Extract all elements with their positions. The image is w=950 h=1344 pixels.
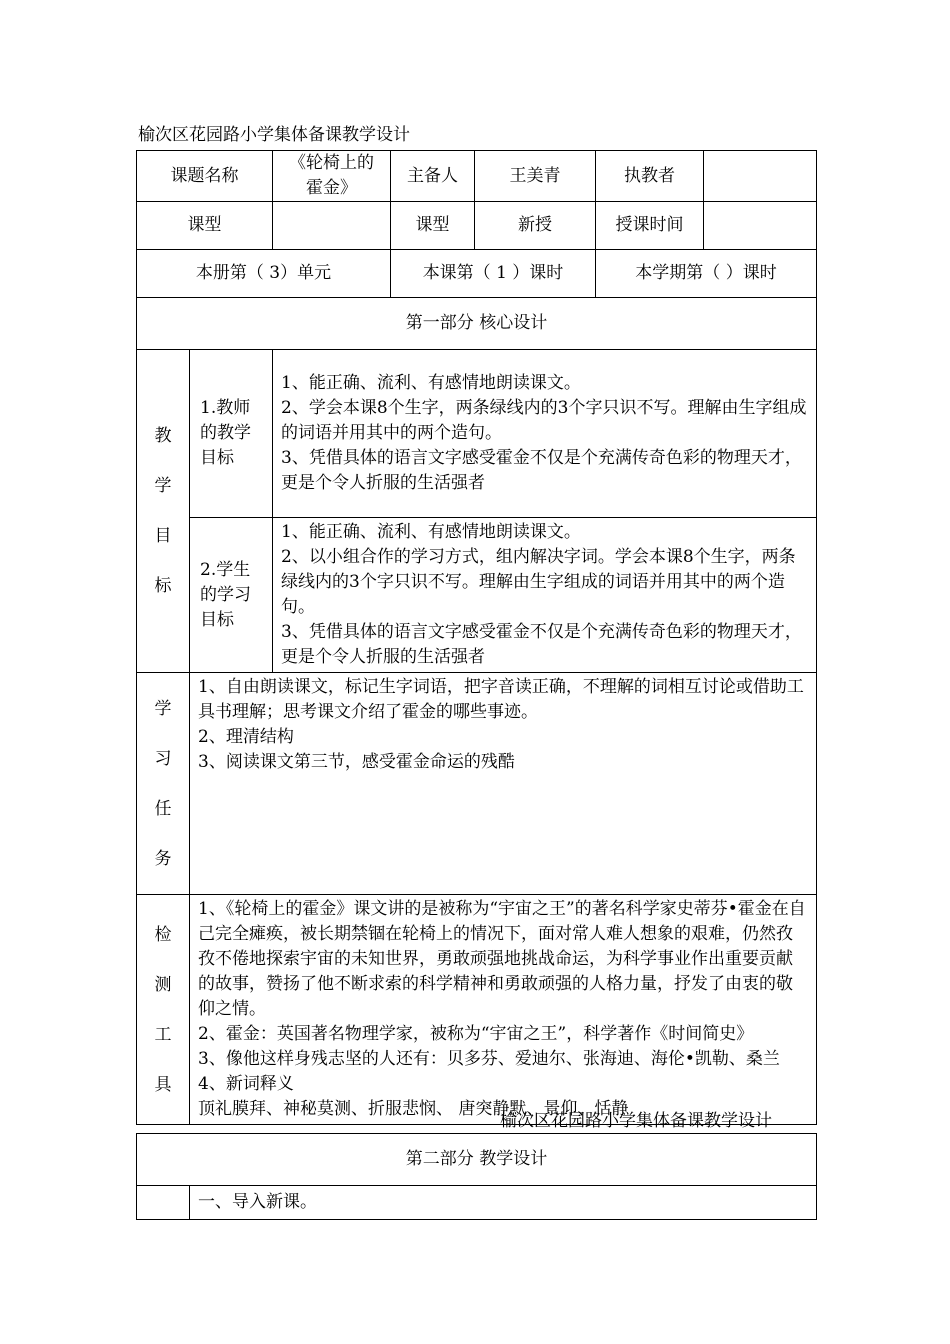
list-item: 1、能正确、流利、有感情地朗读课文。 — [281, 373, 581, 393]
topic-label: 课题名称 — [137, 151, 273, 202]
teacher-objectives-label: 1.教师的教学目标 — [190, 350, 273, 518]
student-objectives-list — [273, 518, 817, 673]
objectives-teacher-row — [137, 350, 817, 518]
type2-label: 课型 — [391, 202, 475, 250]
tools-list — [190, 895, 817, 1125]
list-item: 3、凭借具体的语言文字感受霍金不仅是个充满传奇色彩的物理天才，更是个令人折服的生活强者 — [281, 622, 802, 667]
time-label: 授课时间 — [596, 202, 704, 250]
list-item: 4、新词释义 — [198, 1074, 294, 1094]
part2-item-row — [137, 1186, 817, 1220]
topic-value: 《轮椅上的霍金》 — [273, 151, 391, 202]
list-item: 2、学会本课8个生字，两条绿线内的3个字只识不写。理解由生字组成的词语并用其中的两个造句。 — [281, 398, 807, 443]
term-text: 本学期第（ ）课时 — [596, 250, 817, 298]
list-item: 1、《轮椅上的霍金》课文讲的是被称为“宇宙之王”的著名科学家史蒂芬•霍金在自己完全瘫痪，被长期禁锢在轮椅上的情况下，面对常人难人想象的艰难，仍然孜孜不倦地探索宇宙的未知世界，勇敢顽强地挑战命运，为科学事业作出重要贡献的故事，赞扬了他不断求索的科学精神和勇敢顽强的人格力量，抒发了由衷的敬仰之情。 — [198, 899, 806, 1019]
tasks-section-label: 学 习 任 务 — [137, 673, 190, 895]
time-value — [704, 202, 817, 250]
part2-heading: 第二部分 教学设计 — [137, 1134, 817, 1186]
type2-value: 新授 — [475, 202, 596, 250]
unit-text: 本册第（ 3）单元 — [137, 250, 391, 298]
part1-row — [137, 298, 817, 350]
lesson-plan-table — [136, 150, 817, 1125]
list-item: 2、霍金：英国著名物理学家，被称为“宇宙之王”，科学著作《时间简史》 — [198, 1024, 754, 1044]
type-label: 课型 — [137, 202, 273, 250]
part2-empty-cell — [137, 1186, 190, 1220]
document-title-repeat: 榆次区花园路小学集体备课教学设计 — [500, 1111, 772, 1131]
lead-label: 主备人 — [391, 151, 475, 202]
teaching-design-table — [136, 1133, 817, 1220]
tasks-row — [137, 673, 817, 895]
list-item: 3、凭借具体的语言文字感受霍金不仅是个充满传奇色彩的物理天才，更是个令人折服的生活强者 — [281, 448, 802, 493]
tools-row — [137, 895, 817, 1125]
part2-row — [137, 1134, 817, 1186]
part1-heading: 第一部分 核心设计 — [137, 298, 817, 350]
info-row-2 — [137, 202, 817, 250]
document-title: 榆次区花园路小学集体备课教学设计 — [138, 125, 410, 145]
student-objectives-label: 2.学生的学习目标 — [190, 518, 273, 673]
objectives-student-row — [137, 518, 817, 673]
lead-value: 王美青 — [475, 151, 596, 202]
teacher-objectives-list — [273, 350, 817, 518]
part2-first-item: 一、导入新课。 — [190, 1186, 817, 1220]
list-item: 3、像他这样身残志坚的人还有：贝多芬、爱迪尔、张海迪、海伦•凯勒、桑兰 — [198, 1049, 780, 1069]
tasks-list — [190, 673, 817, 895]
teacher-value — [704, 151, 817, 202]
lesson-text: 本课第（ 1 ）课时 — [391, 250, 596, 298]
info-row-1 — [137, 151, 817, 202]
type-value — [273, 202, 391, 250]
list-item: 1、能正确、流利、有感情地朗读课文。 — [281, 522, 581, 542]
teacher-label: 执教者 — [596, 151, 704, 202]
objectives-section-label: 教 学 目 标 — [137, 350, 190, 673]
info-row-3 — [137, 250, 817, 298]
list-item: 3、阅读课文第三节，感受霍金命运的残酷 — [198, 752, 515, 772]
list-item: 2、以小组合作的学习方式，组内解决字词。学会本课8个生字，两条绿线内的3个字只识不写。理解由生字组成的词语并用其中的两个造句。 — [281, 547, 796, 617]
list-item: 2、理清结构 — [198, 727, 294, 747]
list-item: 顶礼膜拜、神秘莫测、折服悲悯、 唐突静默、景仰、恬静 — [198, 1099, 629, 1119]
list-item: 1、自由朗读课文，标记生字词语，把字音读正确，不理解的词相互讨论或借助工具书理解；思考课文介绍了霍金的哪些事迹。 — [198, 677, 804, 722]
tools-section-label: 检 测 工 具 — [137, 895, 190, 1125]
